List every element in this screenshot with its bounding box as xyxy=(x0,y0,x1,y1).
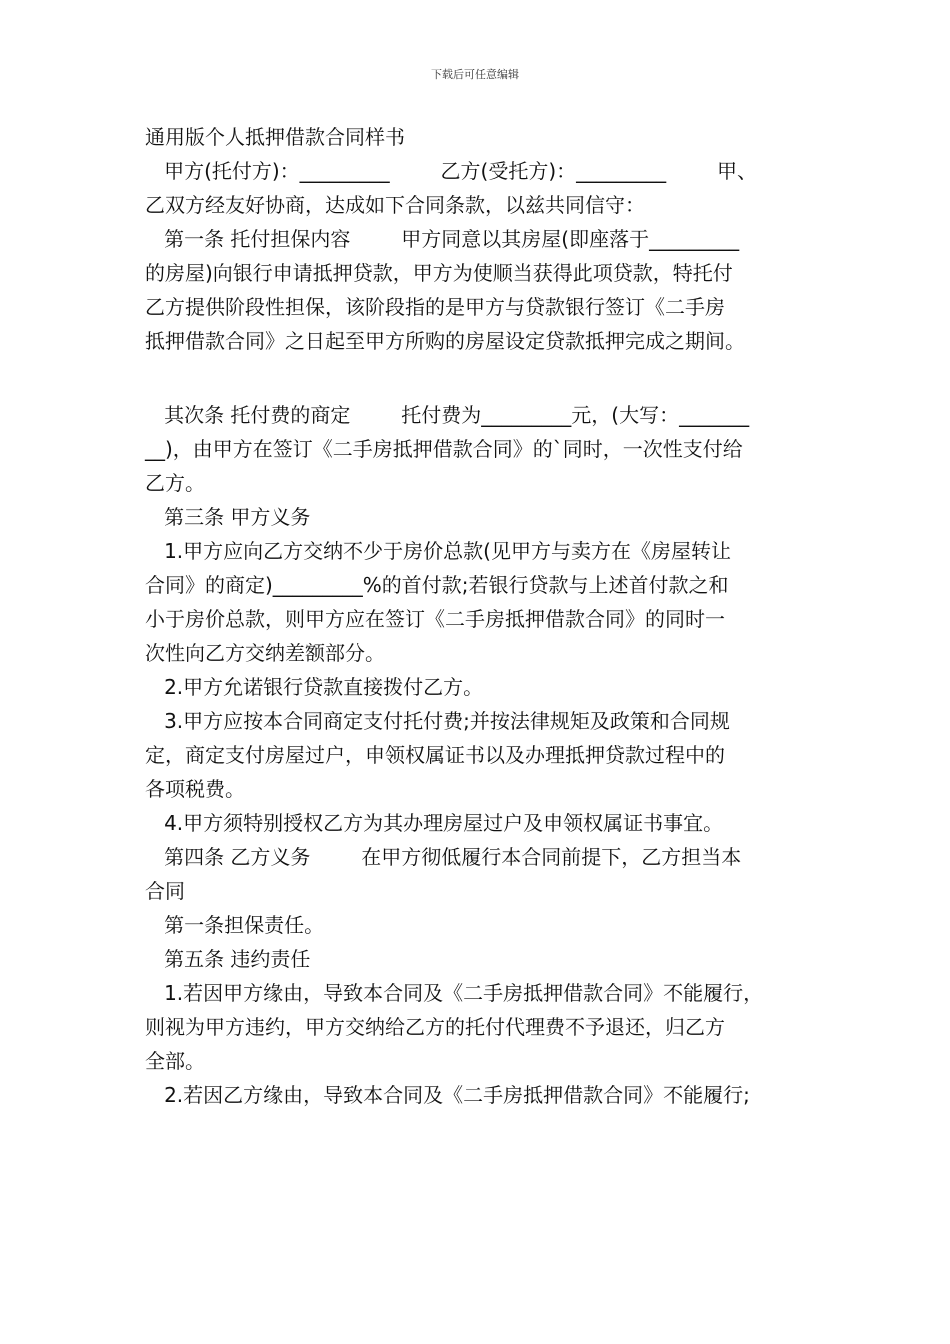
paragraph-line: 乙方。 xyxy=(145,471,205,495)
paragraph-line: 乙方提供阶段性担保，该阶段指的是甲方与贷款银行签订《二手房 xyxy=(145,295,725,319)
document-title: 通用版个人抵押借款合同样书 xyxy=(145,125,405,149)
page-header: 下载后可任意编辑 xyxy=(431,68,519,81)
document-body xyxy=(145,120,815,1112)
article-5-heading: 第五条 违约责任 xyxy=(145,947,311,971)
clause-line: 1.甲方应向乙方交纳不少于房价总款(见甲方与卖方在《房屋转让 xyxy=(145,539,731,563)
clause-line: 合同》的商定)_________%的首付款;若银行贷款与上述首付款之和 xyxy=(145,573,729,597)
clause-line: 3.甲方应按本合同商定支付托付费;并按法律规矩及政策和合同规 xyxy=(145,709,730,733)
article-3-heading: 第三条 甲方义务 xyxy=(145,505,311,529)
clause-line: 各项税费。 xyxy=(145,777,245,801)
clause-line: 则视为甲方违约，甲方交纳给乙方的托付代理费不予退还，归乙方 xyxy=(145,1015,725,1039)
paragraph-line: 乙双方经友好协商，达成如下合同条款，以兹共同信守： xyxy=(145,193,645,217)
clause-line: 1.若因甲方缘由，导致本合同及《二手房抵押借款合同》不能履行， xyxy=(145,981,764,1005)
clause-line: 2.若因乙方缘由，导致本合同及《二手房抵押借款合同》不能履行; xyxy=(145,1083,750,1107)
clause-line: 全部。 xyxy=(145,1049,205,1073)
clause-line: 4.甲方须特别授权乙方为其办理房屋过户及申领权属证书事宜。 xyxy=(145,811,724,835)
clause-line: 定，商定支付房屋过户，申领权属证书以及办理抵押贷款过程中的 xyxy=(145,743,725,767)
paragraph-line: 合同 xyxy=(145,879,185,903)
paragraph-line: 第一条担保责任。 xyxy=(145,913,325,937)
paragraph-line: __)，由甲方在签订《二手房抵押借款合同》的`同时，一次性支付给 xyxy=(145,437,743,461)
paragraph-line: 抵押借款合同》之日起至甲方所购的房屋设定贷款抵押完成之期间。 xyxy=(145,329,745,353)
clause-line: 小于房价总款，则甲方应在签订《二手房抵押借款合同》的同时一 xyxy=(145,607,725,631)
clause-line: 2.甲方允诺银行贷款直接拨付乙方。 xyxy=(145,675,484,699)
paragraph-line: 的房屋)向银行申请抵押贷款，甲方为使顺当获得此项贷款，特托付 xyxy=(145,261,733,285)
paragraph-gap xyxy=(145,358,815,398)
party-line: 甲方(托付方)：_________ 乙方(受托方)：_________ 甲、 xyxy=(145,159,758,183)
article-2-heading: 其次条 托付费的商定 托付费为_________元，(大写：_______ xyxy=(145,403,750,427)
article-1-heading: 第一条 托付担保内容 甲方同意以其房屋(即座落于_________ xyxy=(145,227,740,251)
clause-line: 次性向乙方交纳差额部分。 xyxy=(145,641,385,665)
article-4-heading: 第四条 乙方义务 在甲方彻低履行本合同前提下，乙方担当本 xyxy=(145,845,742,869)
